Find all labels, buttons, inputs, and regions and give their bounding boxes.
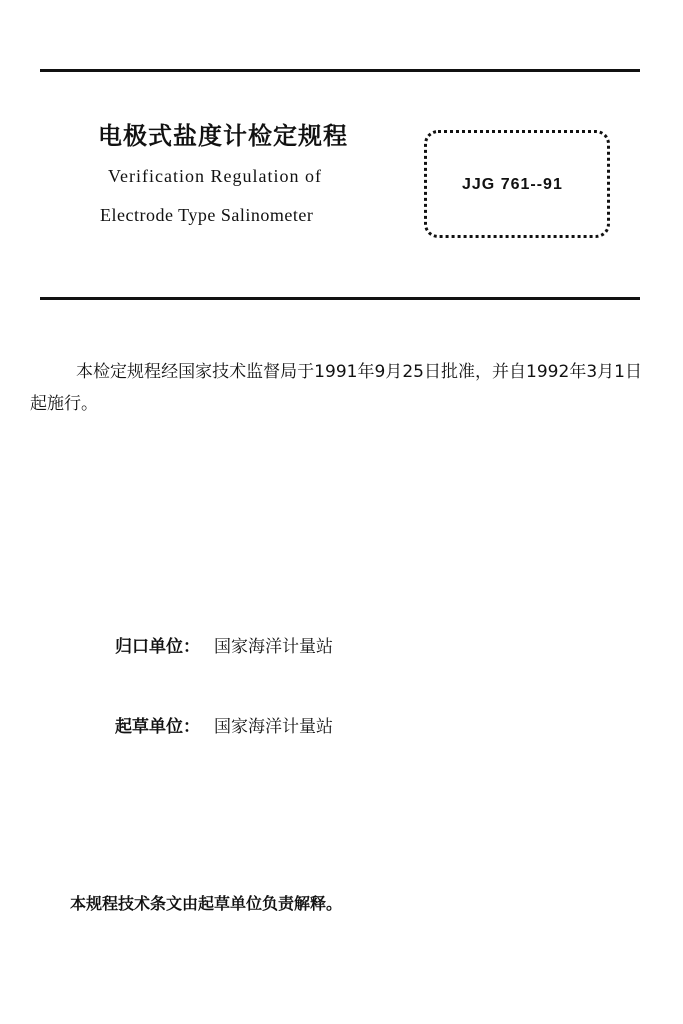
title-english-line1: Verification Regulation of: [108, 166, 322, 186]
title-english-line2: Electrode Type Salinometer: [100, 205, 314, 225]
responsible-unit-value: 国家海洋计量站: [214, 637, 333, 657]
drafting-unit-value: 国家海洋计量站: [214, 717, 333, 737]
drafting-unit-row: [115, 712, 333, 737]
middle-rule: [40, 297, 640, 300]
drafting-unit-label: 起草单位：: [115, 717, 200, 737]
title-chinese: 电极式盐度计检定规程: [98, 122, 348, 150]
top-rule: [40, 69, 640, 72]
approval-statement: 本检定规程经国家技术监督局于1991年9月25日批准，并自1992年3月1日起施行。: [30, 362, 642, 414]
responsible-unit-row: [115, 632, 333, 657]
standard-code: JJG 761--91: [462, 176, 563, 193]
interpretation-note: 本规程技术条文由起草单位负责解释。: [70, 894, 343, 913]
responsible-unit-label: 归口单位：: [115, 637, 200, 657]
